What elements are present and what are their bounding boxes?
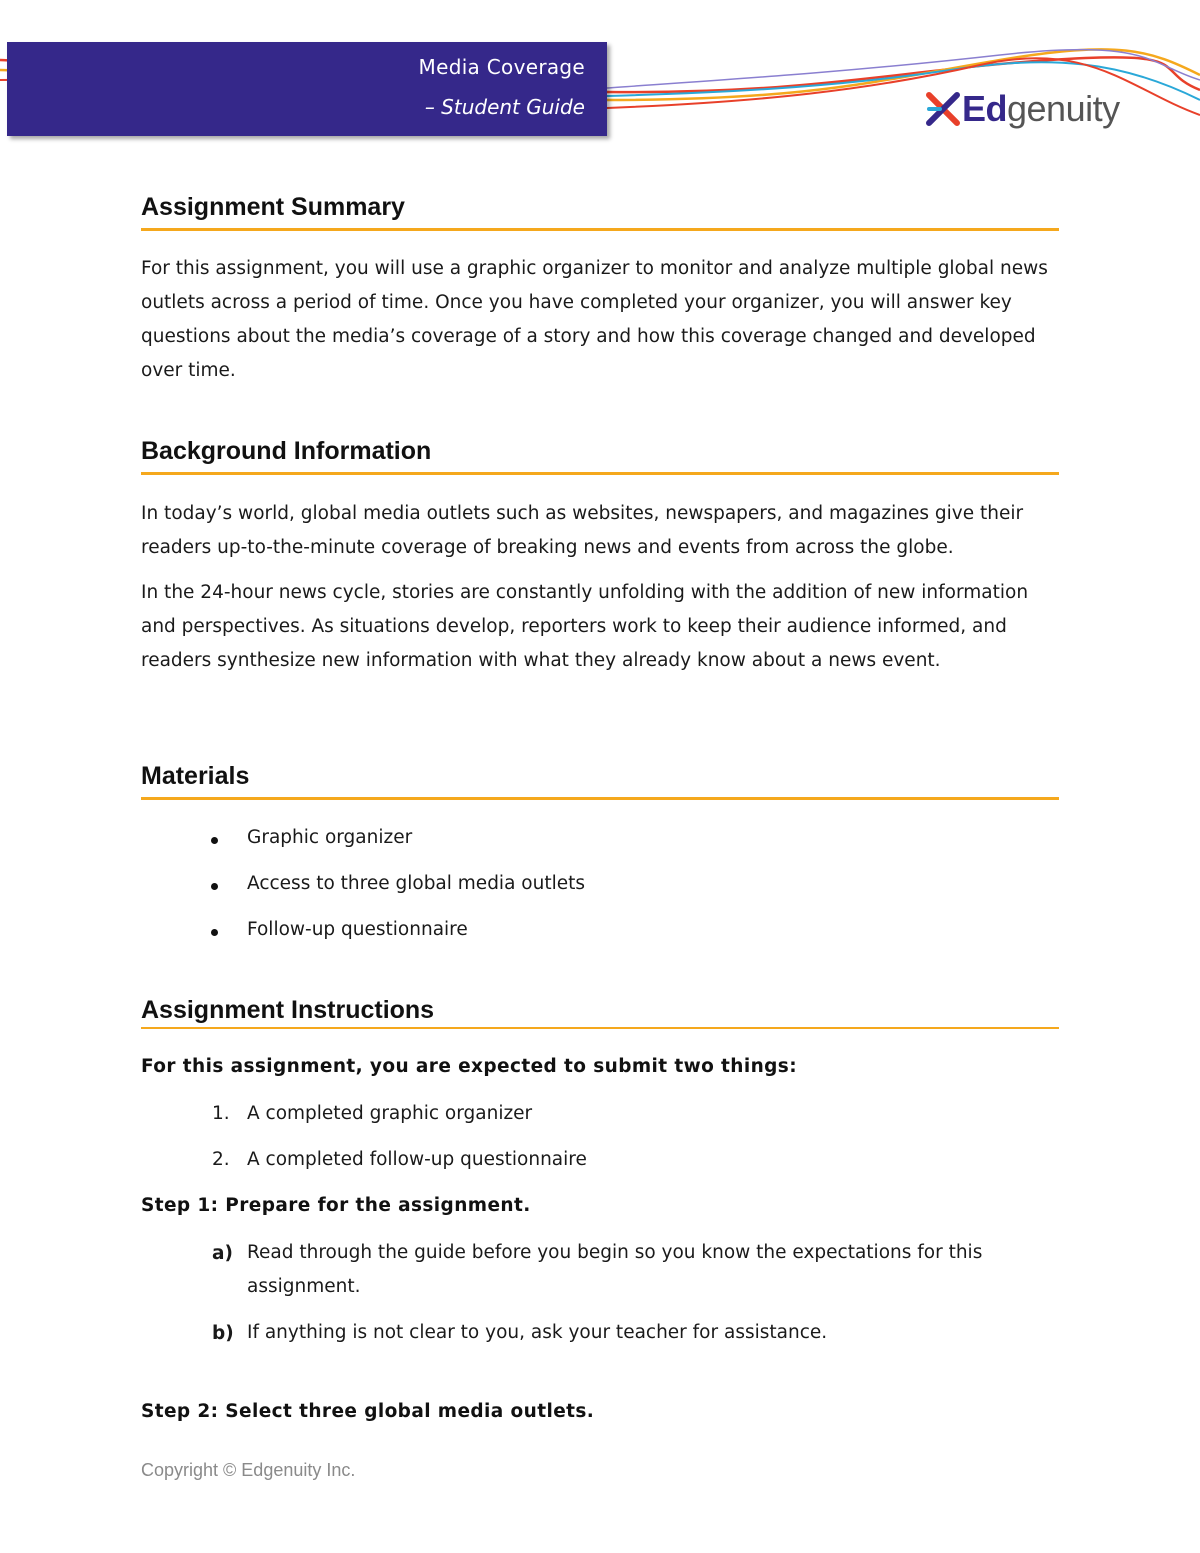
deliverable-item: A completed graphic organizer	[247, 1103, 533, 1124]
material-item: Access to three global media outlets	[247, 873, 586, 894]
section-heading-background: Background Information	[141, 437, 432, 465]
section-heading-summary: Assignment Summary	[141, 193, 405, 221]
step-letter: a)	[212, 1243, 233, 1264]
header-banner	[7, 42, 607, 136]
copyright-footer: Copyright © Edgenuity Inc.	[141, 1460, 356, 1480]
document-subtitle: – Student Guide	[424, 95, 585, 119]
step-item-text: If anything is not clear to you, ask your teacher for assistance.	[247, 1322, 828, 1343]
step-letter: b)	[212, 1323, 234, 1344]
document-title: Media Coverage	[418, 55, 585, 79]
edgenuity-logo	[926, 88, 1120, 130]
list-number: 1.	[212, 1103, 230, 1124]
material-item: Graphic organizer	[247, 827, 413, 848]
step-2-title: Step 2: Select three global media outlets.	[141, 1401, 595, 1422]
deliverable-item: A completed follow-up questionnaire	[247, 1149, 587, 1170]
bullet-icon	[211, 883, 218, 890]
bullet-icon	[211, 929, 218, 936]
heading-rule	[141, 797, 1059, 800]
heading-rule	[141, 1027, 1059, 1029]
bullet-icon	[211, 837, 218, 844]
list-number: 2.	[212, 1149, 230, 1170]
step-item-text: Read through the guide before you begin so you know the expectations for this assignment.	[247, 1242, 983, 1297]
heading-rule	[141, 228, 1059, 231]
edgenuity-x-icon	[926, 92, 960, 126]
heading-rule	[141, 472, 1059, 475]
logo-wordmark: Edgenuity	[962, 88, 1120, 129]
background-paragraph-2: In the 24-hour news cycle, stories are constantly unfolding with the addition of new information and perspectives. As situations develop, reporters work to keep their audience informed, and readers synthesize new information with what they already know about a news event.	[141, 582, 1029, 671]
material-item: Follow-up questionnaire	[247, 919, 468, 940]
summary-paragraph: For this assignment, you will use a graphic organizer to monitor and analyze multiple global news outlets across a period of time. Once you have completed your organizer, you will answer key questions about the media’s coverage of a story and how this coverage changed and developed over time.	[141, 258, 1048, 381]
section-heading-instructions: Assignment Instructions	[141, 996, 435, 1024]
step-1-title: Step 1: Prepare for the assignment.	[141, 1195, 531, 1216]
instructions-intro: For this assignment, you are expected to submit two things:	[141, 1056, 798, 1077]
background-paragraph-1: In today’s world, global media outlets such as websites, newspapers, and magazines give their readers up-to-the-minute coverage of breaking news and events from across the globe.	[141, 503, 1024, 558]
section-heading-materials: Materials	[141, 762, 250, 790]
